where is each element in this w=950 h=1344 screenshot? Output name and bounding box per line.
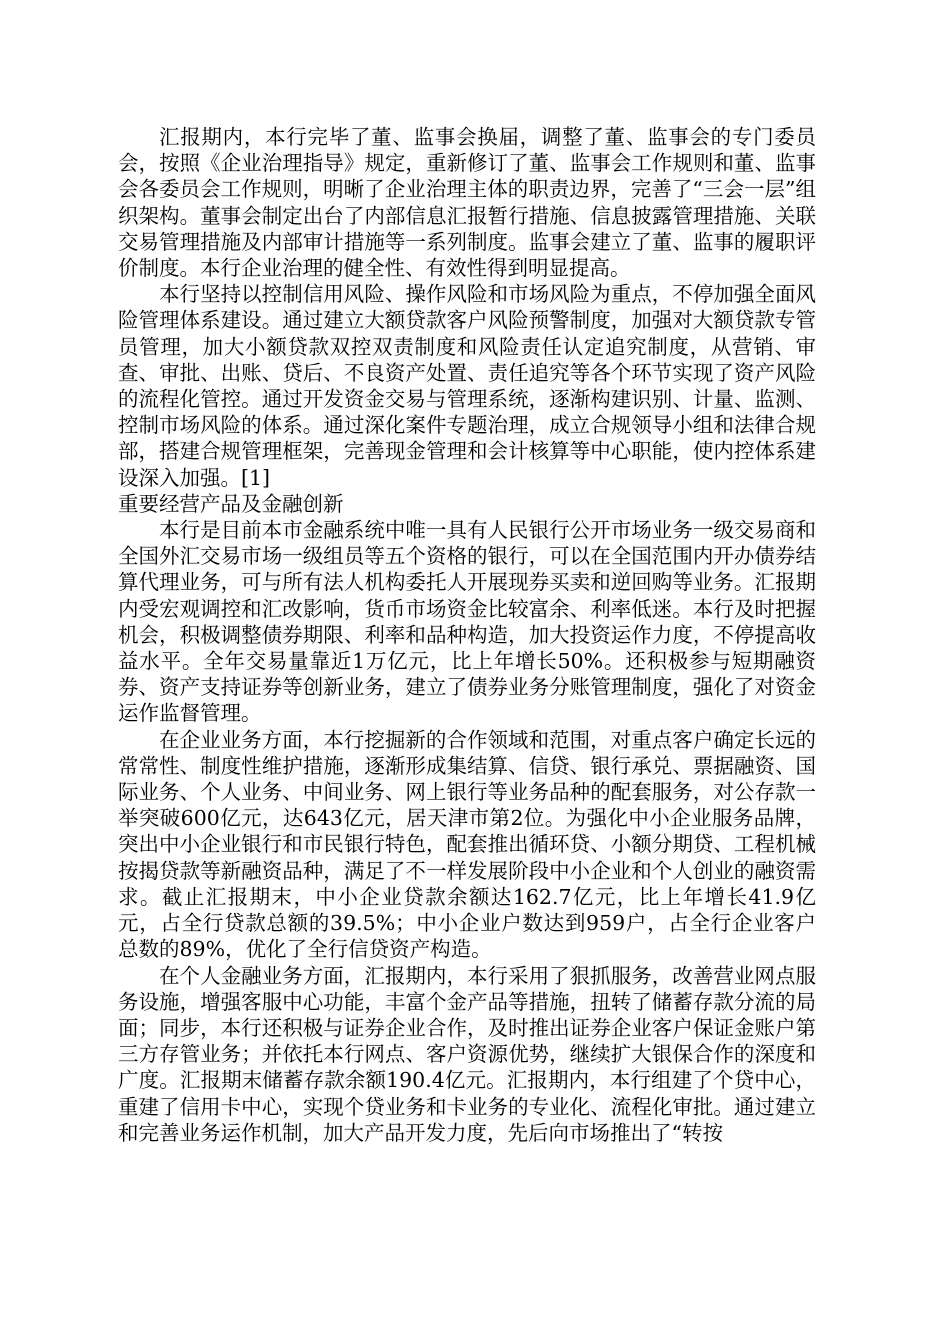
section-heading-products-innovation: 重要经营产品及金融创新 [118,491,344,516]
paragraph-bond-business: 本行是目前本市金融系统中唯一具有人民银行公开市场业务一级交易商和全国外汇交易市场一级组员等五个资格的银行，可以在全国范围内开办债券结算代理业务，可与所有法人机构委托人开展现券买卖和逆回购等业务。汇报期内受宏观调控和汇改影响，货币市场资金比较富余、利率低迷。本行及时把握机会，积极调整债券期限、利率和品种构造，加大投资运作力度，不停提高收益水平。全年交易量靠近1万亿元，比上年增长50%。还积极参与短期融资券、资产支持证券等创新业务，建立了债券业务分账管理制度，强化了对资金运作监督管理。 [118,518,816,726]
paragraph-corporate-business: 在企业业务方面，本行挖掘新的合作领域和范围，对重点客户确定长远的常常性、制度性维护措施，逐渐形成集结算、信贷、银行承兑、票据融资、国际业务、个人业务、中间业务、网上银行等业务品种的配套服务，对公存款一举突破600亿元，达643亿元，居天津市第2位。为强化中小企业服务品牌，突出中小企业银行和市民银行特色，配套推出循环贷、小额分期贷、工程机械按揭贷款等新融资品种，满足了不一样发展阶段中小企业和个人创业的融资需求。截止汇报期末，中小企业贷款余额达162.7亿元，比上年增长41.9亿元，占全行贷款总额的39.5%；中小企业户数达到959户，占全行企业客户总数的89%，优化了全行信贷资产构造。 [118,727,816,962]
paragraph-personal-finance: 在个人金融业务方面，汇报期内，本行采用了狠抓服务，改善营业网点服务设施，增强客服中心功能，丰富个金产品等措施，扭转了储蓄存款分流的局面；同步，本行还积极与证券企业合作，及时推出证券企业客户保证金账户第三方存管业务；并依托本行网点、客户资源优势，继续扩大银保合作的深度和广度。汇报期末储蓄存款余额190.4亿元。汇报期内，本行组建了个贷中心，重建了信用卡中心，实现个贷业务和卡业务的专业化、流程化审批。通过建立和完善业务运作机制，加大产品开发力度，先后向市场推出了“转按 [118,963,816,1145]
document-body [118,124,816,1146]
paragraph-corporate-governance: 汇报期内，本行完毕了董、监事会换届，调整了董、监事会的专门委员会，按照《企业治理指导》规定，重新修订了董、监事会工作规则和董、监事会各委员会工作规则，明晰了企业治理主体的职责边界，完善了“三会一层”组织架构。董事会制定出台了内部信息汇报暂行措施、信息披露管理措施、关联交易管理措施及内部审计措施等一系列制度。监事会建立了董、监事的履职评价制度。本行企业治理的健全性、有效性得到明显提高。 [118,125,816,281]
paragraph-risk-management: 本行坚持以控制信用风险、操作风险和市场风险为重点，不停加强全面风险管理体系建设。通过建立大额贷款客户风险预警制度，加强对大额贷款专管员管理，加大小额贷款双控双责制度和风险责任认定追究制度，从营销、审查、审批、出账、贷后、不良资产处置、责任追究等各个环节实现了资产风险的流程化管控。通过开发资金交易与管理系统，逐渐构建识别、计量、监测、控制市场风险的体系。通过深化案件专题治理，成立合规领导小组和法律合规部，搭建合规管理框架，完善现金管理和会计核算等中心职能，使内控体系建设深入加强。[1] [118,282,816,490]
